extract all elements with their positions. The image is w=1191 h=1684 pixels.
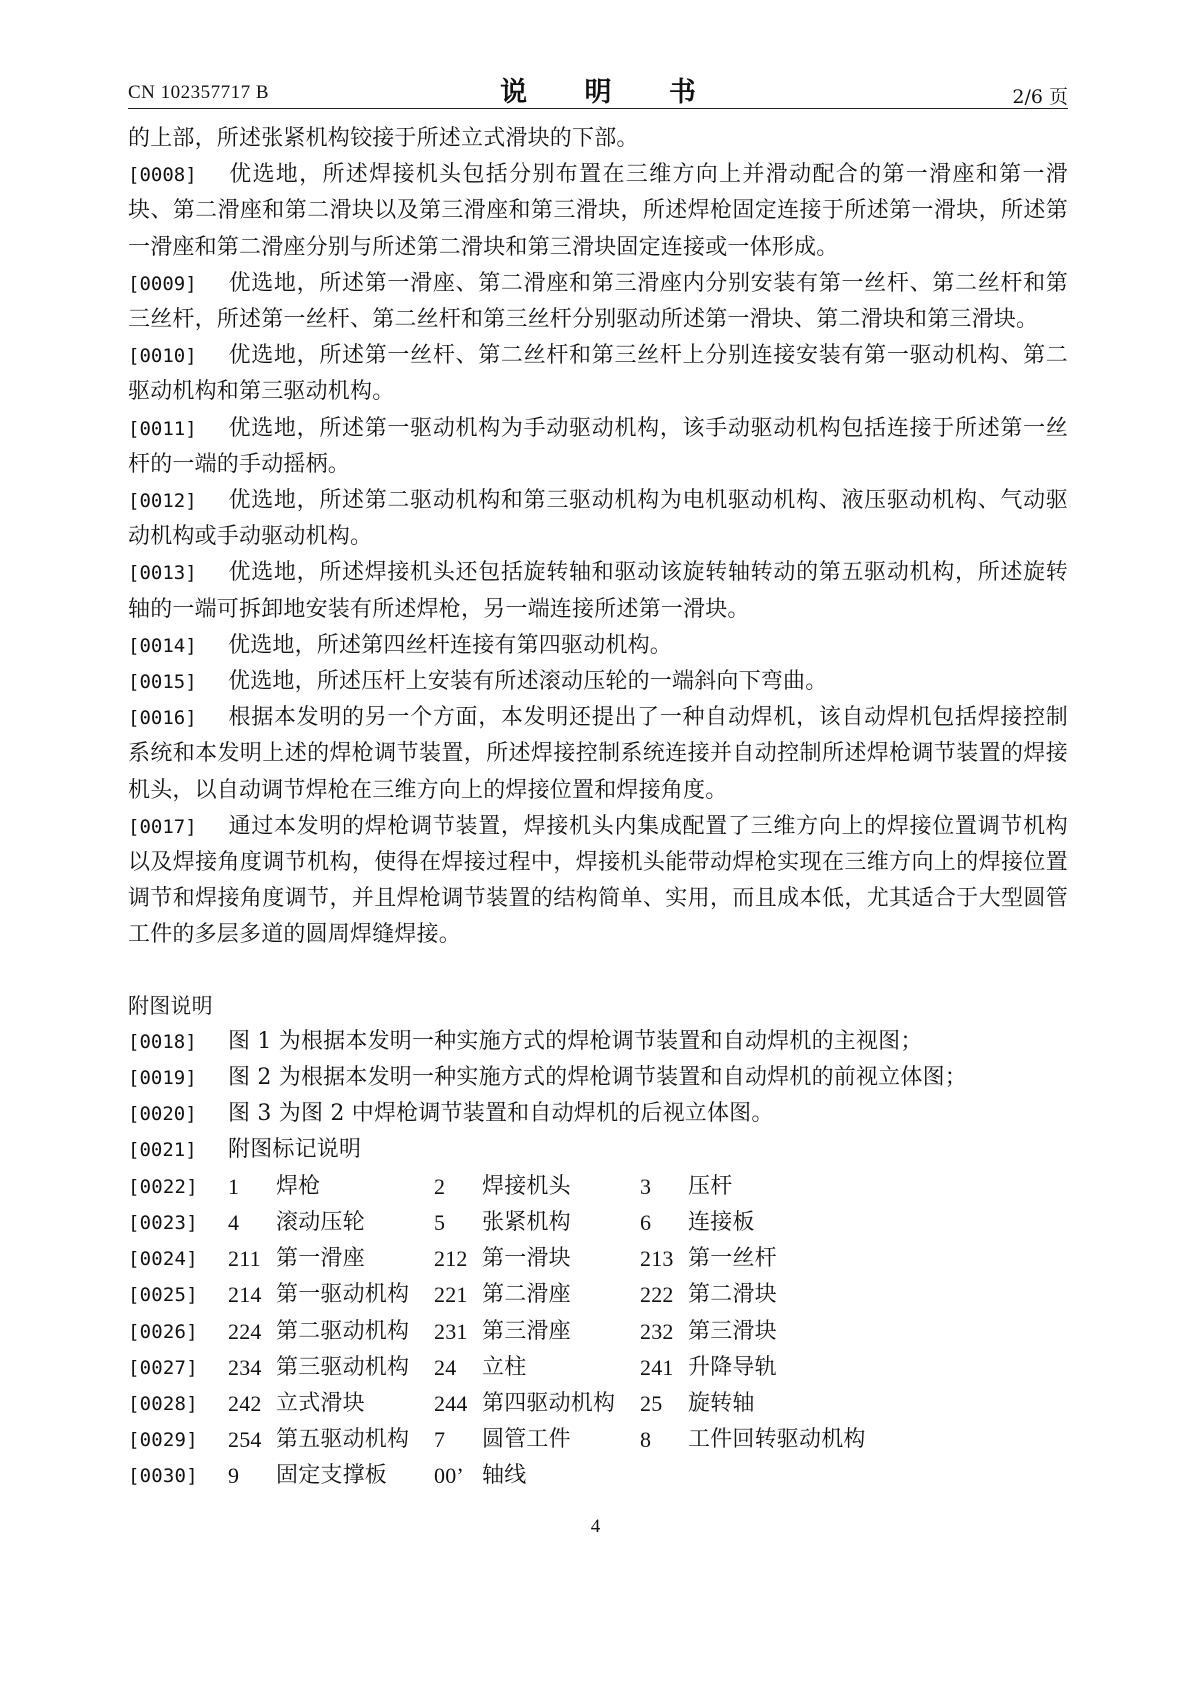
- reference-name: 第三滑块: [688, 1318, 777, 1344]
- reference-item: [228, 1241, 434, 1277]
- numbered-paragraph: [128, 157, 1068, 266]
- reference-item: [640, 1277, 846, 1313]
- document-body: [128, 121, 1068, 1495]
- reference-name: 第一丝杆: [688, 1246, 777, 1272]
- reference-item: [640, 1169, 846, 1205]
- reference-name: 第二滑座: [482, 1282, 571, 1308]
- reference-name: 第四驱动机构: [482, 1390, 616, 1416]
- paragraph-number: [0008]: [128, 164, 197, 187]
- reference-name: 第一滑块: [482, 1246, 571, 1272]
- paragraph-number: [0019]: [128, 1067, 197, 1090]
- numbered-paragraph: [128, 411, 1068, 483]
- figures-heading: 附图说明: [128, 993, 213, 1018]
- patent-number: CN 102357717 B: [128, 82, 270, 103]
- reference-name: 张紧机构: [482, 1209, 571, 1235]
- numbered-paragraph: [128, 628, 1068, 664]
- reference-sign: 231: [434, 1318, 468, 1344]
- reference-name: 轴线: [482, 1463, 527, 1489]
- paragraph-text: 根据本发明的另一个方面，本发明还提出了一种自动焊机，该自动焊机包括焊接控制系统和本发明上述的焊枪调节装置，所述焊接控制系统连接并自动控制所述焊枪调节装置的焊接机头，以自动调节焊枪在三维方向上的焊接位置和焊接角度。: [128, 705, 1068, 803]
- reference-item: [434, 1350, 640, 1386]
- reference-name: 连接板: [688, 1209, 755, 1235]
- reference-sign: 9: [228, 1463, 240, 1489]
- figure-description-paragraphs: [128, 1024, 1068, 1169]
- reference-item: [640, 1205, 846, 1241]
- paragraph-text: 优选地，所述第一丝杆、第二丝杆和第三丝杆上分别连接安装有第一驱动机构、第二驱动机构和第三驱动机构。: [128, 343, 1068, 405]
- reference-item: [640, 1386, 846, 1422]
- paragraph-number: [0015]: [128, 671, 197, 694]
- reference-sign: 241: [640, 1354, 674, 1380]
- reference-row: [128, 1241, 1068, 1277]
- reference-sign: 254: [228, 1427, 262, 1453]
- page-footer: [0, 1516, 1191, 1538]
- paragraph-number: [0016]: [128, 707, 197, 730]
- paragraph-text: 优选地，所述第一滑座、第二滑座和第三滑座内分别安装有第一丝杆、第二丝杆和第三丝杆，所述第一丝杆、第二丝杆和第三丝杆分别驱动所述第一滑块、第二滑块和第三滑块。: [128, 270, 1068, 333]
- reference-sign: 222: [640, 1282, 674, 1308]
- reference-sign: 211: [228, 1246, 261, 1272]
- numbered-paragraph: [128, 266, 1068, 338]
- reference-sign: 3: [640, 1173, 652, 1199]
- paragraph-number: [0023]: [128, 1211, 198, 1234]
- reference-sign: 00’: [434, 1463, 464, 1489]
- reference-item: [434, 1277, 640, 1313]
- reference-name: 第一滑座: [276, 1246, 365, 1272]
- paragraph-number: [0026]: [128, 1320, 198, 1343]
- paragraph-text: 优选地，所述焊接机头包括分别布置在三维方向上并滑动配合的第一滑座和第一滑块、第二滑座和第二滑块以及第三滑座和第三滑块，所述焊枪固定连接于所述第一滑块，所述第一滑座和第二滑座分别与所述第二滑块和第三滑块固定连接或一体形成。: [128, 162, 1068, 260]
- reference-row: [128, 1350, 1068, 1386]
- page-count: 2/6 页: [1012, 86, 1068, 108]
- paragraph-number: [0028]: [128, 1392, 198, 1415]
- numbered-paragraph: [128, 1132, 1068, 1168]
- reference-item: [228, 1314, 434, 1350]
- reference-sign: 244: [434, 1390, 468, 1416]
- numbered-paragraph: [128, 1060, 1068, 1096]
- reference-name: 第五驱动机构: [276, 1427, 410, 1453]
- reference-item: [228, 1386, 434, 1422]
- paragraph-number: [0027]: [128, 1356, 198, 1379]
- paragraph-text: 优选地，所述第一驱动机构为手动驱动机构，该手动驱动机构包括连接于所述第一丝杆的一端的手动摇柄。: [128, 415, 1068, 477]
- reference-name: 第二滑块: [688, 1282, 777, 1308]
- reference-sign: 234: [228, 1354, 262, 1380]
- numbered-paragraph: [128, 1096, 1068, 1132]
- paragraph-number: [0010]: [128, 345, 197, 368]
- paragraph-number: [0029]: [128, 1429, 198, 1452]
- paragraph-text: 优选地，所述焊接机头还包括旋转轴和驱动该旋转轴转动的第五驱动机构，所述旋转轴的一端可拆卸地安装有所述焊枪，另一端连接所述第一滑块。: [128, 560, 1068, 622]
- reference-item: [434, 1241, 640, 1277]
- paragraph-number: [0014]: [128, 634, 197, 657]
- paragraph-number: [0009]: [128, 272, 197, 295]
- paragraph-number: [0012]: [128, 490, 197, 513]
- reference-item: [228, 1277, 434, 1313]
- paragraph-number: [0011]: [128, 417, 197, 440]
- paragraph-number: [0021]: [128, 1139, 197, 1162]
- reference-item: [228, 1350, 434, 1386]
- reference-item: [434, 1422, 640, 1458]
- reference-row: [128, 1314, 1068, 1350]
- reference-item: [640, 1241, 846, 1277]
- paragraph-number: [0024]: [128, 1248, 198, 1271]
- reference-item: [228, 1458, 434, 1494]
- reference-item: [434, 1205, 640, 1241]
- header-divider: [128, 108, 1068, 109]
- paragraph-number: [0018]: [128, 1030, 197, 1053]
- reference-sign: 6: [640, 1209, 652, 1235]
- paragraph-number: [0013]: [128, 562, 197, 585]
- reference-item: [228, 1422, 434, 1458]
- reference-sign: 214: [228, 1282, 262, 1308]
- paragraph-text: 图 3 为图 2 中焊枪调节装置和自动焊机的后视立体图。: [228, 1101, 774, 1127]
- reference-sign: 212: [434, 1246, 468, 1272]
- reference-row: [128, 1277, 1068, 1313]
- numbered-paragraph: [128, 664, 1068, 700]
- reference-name: 焊接机头: [482, 1173, 571, 1199]
- reference-name: 工件回转驱动机构: [688, 1427, 866, 1453]
- reference-row: [128, 1458, 1068, 1494]
- reference-row: [128, 1205, 1068, 1241]
- continuation-line: 的上部，所述张紧机构铰接于所述立式滑块的下部。: [128, 126, 639, 151]
- reference-row: [128, 1422, 1068, 1458]
- reference-item: [434, 1314, 640, 1350]
- reference-sign: 221: [434, 1282, 468, 1308]
- description-paragraphs: [128, 157, 1068, 953]
- reference-name: 第三驱动机构: [276, 1354, 410, 1380]
- paragraph-number: [0017]: [128, 815, 197, 838]
- paragraph-text: 附图标记说明: [228, 1137, 362, 1163]
- numbered-paragraph: [128, 483, 1068, 555]
- numbered-paragraph: [128, 700, 1068, 809]
- reference-name: 滚动压轮: [276, 1209, 365, 1235]
- reference-item: [228, 1205, 434, 1241]
- numbered-paragraph: [128, 338, 1068, 410]
- reference-item: [434, 1386, 640, 1422]
- reference-name: 升降导轨: [688, 1354, 777, 1380]
- numbered-paragraph: [128, 809, 1068, 954]
- reference-name: 圆管工件: [482, 1427, 571, 1453]
- reference-name: 第三滑座: [482, 1318, 571, 1344]
- reference-sign: 224: [228, 1318, 262, 1344]
- reference-row: [128, 1169, 1068, 1205]
- reference-item: [640, 1350, 846, 1386]
- page-number: 4: [590, 1516, 601, 1537]
- reference-sign: 5: [434, 1209, 446, 1235]
- paragraph-number: [0022]: [128, 1175, 198, 1198]
- paragraph-text: 图 2 为根据本发明一种实施方式的焊枪调节装置和自动焊机的前视立体图；: [228, 1065, 967, 1091]
- reference-sign: 7: [434, 1427, 446, 1453]
- reference-name: 第二驱动机构: [276, 1318, 410, 1344]
- paragraph-text: 优选地，所述第二驱动机构和第三驱动机构为电机驱动机构、液压驱动机构、气动驱动机构或手动驱动机构。: [128, 488, 1068, 550]
- reference-item: [434, 1458, 640, 1494]
- reference-item: [640, 1422, 866, 1458]
- reference-name: 第一驱动机构: [276, 1282, 410, 1308]
- reference-name: 固定支撑板: [276, 1463, 388, 1489]
- reference-name: 立式滑块: [276, 1390, 365, 1416]
- reference-sign: 242: [228, 1390, 262, 1416]
- paragraph-number: [0020]: [128, 1103, 197, 1126]
- reference-item: [228, 1169, 434, 1205]
- reference-row: [128, 1386, 1068, 1422]
- paragraph-number: [0030]: [128, 1465, 198, 1488]
- reference-name: 焊枪: [276, 1173, 321, 1199]
- reference-sign: 24: [434, 1354, 457, 1380]
- reference-sign: 1: [228, 1173, 240, 1199]
- reference-name: 旋转轴: [688, 1390, 755, 1416]
- reference-sign: 4: [228, 1209, 240, 1235]
- section-spacer: [128, 954, 1068, 988]
- reference-item: [434, 1169, 640, 1205]
- reference-name: 压杆: [688, 1173, 733, 1199]
- paragraph-text: 优选地，所述第四丝杆连接有第四驱动机构。: [228, 632, 673, 658]
- reference-sign-list: [128, 1169, 1068, 1495]
- paragraph-text: 图 1 为根据本发明一种实施方式的焊枪调节装置和自动焊机的主视图；: [228, 1028, 923, 1054]
- numbered-paragraph: [128, 555, 1068, 627]
- reference-sign: 232: [640, 1318, 674, 1344]
- reference-sign: 2: [434, 1173, 446, 1199]
- reference-sign: 213: [640, 1246, 674, 1272]
- paragraph-number: [0025]: [128, 1284, 198, 1307]
- numbered-paragraph: [128, 1024, 1068, 1060]
- paragraph-text: 优选地，所述压杆上安装有所述滚动压轮的一端斜向下弯曲。: [228, 669, 828, 695]
- reference-sign: 8: [640, 1427, 652, 1453]
- reference-name: 立柱: [482, 1354, 527, 1380]
- document-title: 说 明 书: [500, 77, 720, 108]
- reference-sign: 25: [640, 1390, 663, 1416]
- reference-item: [640, 1314, 846, 1350]
- paragraph-text: 通过本发明的焊枪调节装置，焊接机头内集成配置了三维方向上的焊接位置调节机构以及焊接角度调节机构，使得在焊接过程中，焊接机头能带动焊枪实现在三维方向上的焊接位置调节和焊接角度调节，并且焊枪调节装置的结构简单、实用，而且成本低，尤其适合于大型圆管工件的多层多道的圆周焊缝焊接。: [128, 813, 1068, 948]
- page-header: [128, 66, 1068, 108]
